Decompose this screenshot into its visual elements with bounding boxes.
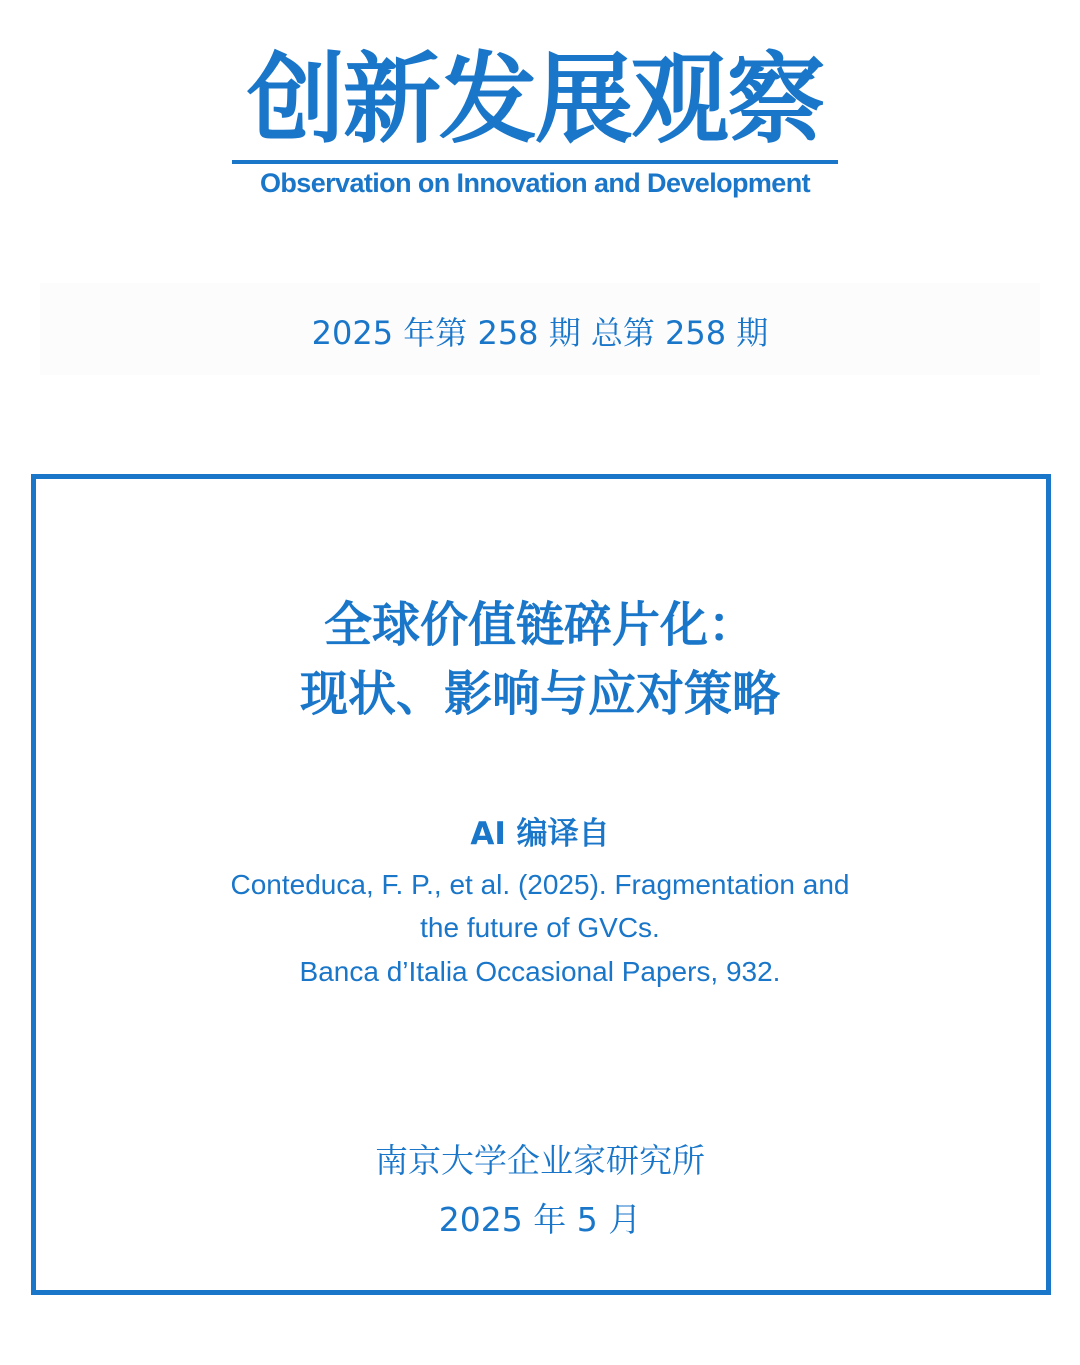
masthead	[0, 0, 1080, 240]
compiled-from-label: AI 编译自	[470, 816, 610, 852]
masthead-title-cn: 创新发展观察	[246, 43, 823, 157]
article-title-line1: 全球价值链碎片化：	[323, 597, 756, 653]
reference-line: the future of GVCs.	[420, 912, 660, 943]
publication-date: 2025 年 5 月	[438, 1200, 642, 1239]
issue-number: 2025 年第 258 期 总第 258 期	[311, 314, 769, 352]
article-title-line2: 现状、影响与应对策略	[299, 666, 780, 722]
reference-line: Banca d’Italia Occasional Papers, 932.	[299, 956, 781, 987]
masthead-divider	[232, 160, 838, 164]
masthead-title-en: Observation on Innovation and Development	[260, 168, 810, 198]
institute-name: 南京大学企业家研究所	[375, 1141, 705, 1180]
reference-line: Conteduca, F. P., et al. (2025). Fragmentation and	[230, 869, 850, 900]
